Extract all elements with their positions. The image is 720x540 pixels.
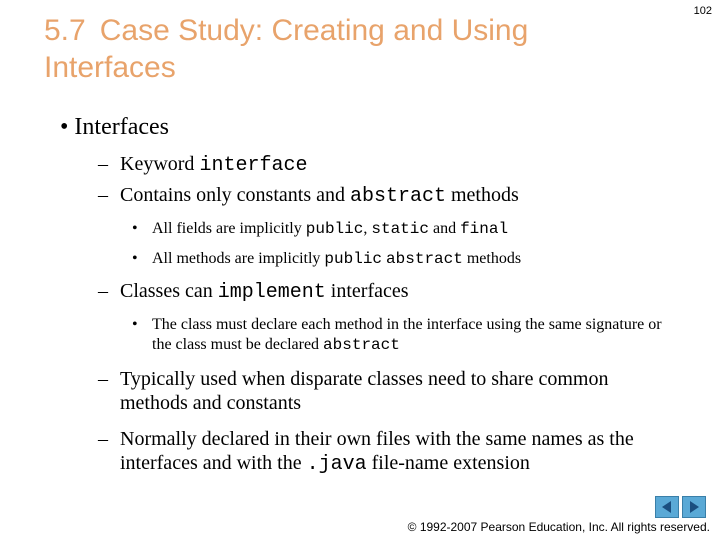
subitem-declare <box>132 315 680 355</box>
item-text: All fields are implicitly <box>152 220 306 237</box>
item-text: methods <box>446 184 519 206</box>
title-text: Case Study: Creating and Using Interfaces <box>44 14 529 84</box>
item-text: , <box>363 220 372 237</box>
item-text: Contains only constants and <box>120 184 350 206</box>
section-number: 5.7 <box>44 14 86 47</box>
code-text: interface <box>199 154 308 177</box>
bullet-dot: • <box>132 250 138 267</box>
bullet-dot: • <box>132 220 138 237</box>
item-typically <box>98 367 618 415</box>
dash-marker: – <box>98 368 108 390</box>
code-text: abstract <box>349 185 446 208</box>
item-text: Typically used when disparate classes need to share common methods and constants <box>120 368 609 414</box>
code-text: .java <box>306 453 367 476</box>
item-text: and <box>428 220 461 237</box>
code-text: abstract <box>386 250 463 268</box>
item-keyword <box>98 152 307 178</box>
dash-marker: – <box>98 280 108 302</box>
bullet-dot: • <box>132 316 138 333</box>
code-text: final <box>460 220 509 238</box>
item-text: Normally declared in their own files with the same names as the interfaces and with the <box>120 428 634 474</box>
prev-slide-button[interactable] <box>655 496 679 518</box>
dash-marker: – <box>98 153 108 175</box>
triangle-right-icon <box>683 497 705 517</box>
page-number: 102 <box>693 5 712 17</box>
code-text: public <box>305 220 364 238</box>
code-text: public <box>324 250 383 268</box>
item-text: Keyword <box>120 153 200 175</box>
code-text: abstract <box>323 336 400 354</box>
item-text: Classes can <box>120 280 218 302</box>
triangle-left-icon <box>656 497 678 517</box>
item-text: methods <box>462 250 522 267</box>
code-text: static <box>371 220 429 238</box>
next-slide-button[interactable] <box>682 496 706 518</box>
item-text: All methods are implicitly <box>152 250 325 267</box>
dash-marker: – <box>98 428 108 450</box>
slide-title <box>44 12 644 86</box>
item-text: interfaces <box>325 280 409 302</box>
copyright-footer: © 1992-2007 Pearson Education, Inc. All rights reserved. <box>407 520 710 534</box>
subitem-fields <box>132 219 508 239</box>
bullet-interfaces <box>60 113 169 141</box>
item-text: file-name extension <box>366 452 530 474</box>
bullet-dot: • <box>60 114 75 140</box>
item-contains-only <box>98 183 519 209</box>
item-text: The class must declare each method in the interface using the same signature or the class must be declared <box>152 316 662 353</box>
dash-marker: – <box>98 184 108 206</box>
bullet-label: Interfaces <box>74 114 169 140</box>
subitem-methods <box>132 249 521 269</box>
item-implement <box>98 279 409 305</box>
item-normally <box>98 427 670 477</box>
code-text: implement <box>217 281 326 304</box>
